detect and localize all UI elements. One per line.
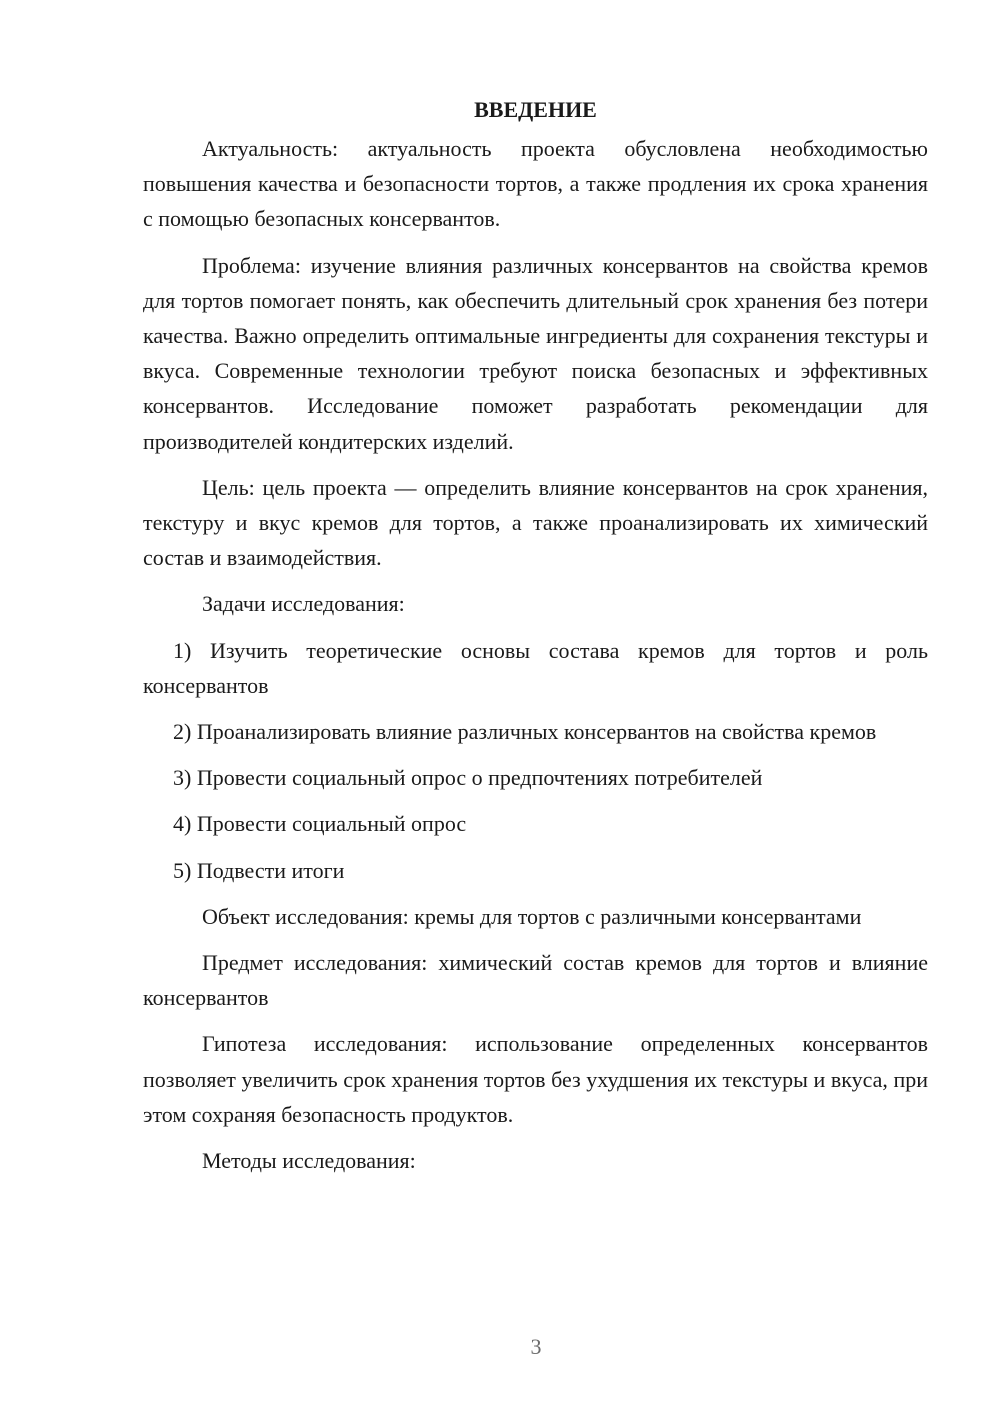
list-item-task-3: 3) Провести социальный опрос о предпочтениях потребителей [173, 765, 763, 791]
list-item-task-4: 4) Провести социальный опрос [173, 811, 467, 837]
list-item-task-5: 5) Подвести итоги [173, 857, 345, 883]
page-number: 3 [530, 1334, 542, 1359]
methods-heading: Методы исследования: [202, 1148, 416, 1174]
paragraph-goal: Цель: цель проекта — определить влияние консервантов на срок хранения, текстуру и вкус кремов для тортов, а также проанализировать их химический состав и взаимодействия. [143, 474, 928, 571]
paragraph-relevance: Актуальность: актуальность проекта обусловлена необходимостью повышения качества и безопасности тортов, а также продления их срока хранения с помощью безопасных консервантов. [143, 136, 928, 232]
paragraph-hypothesis: Гипотеза исследования: использование определенных консервантов позволяет увеличить срок хранения тортов без ухудшения их текстуры и вкуса, при этом сохраняя безопасность продуктов. [143, 1031, 928, 1127]
paragraph-subject: Предмет исследования: химический состав кремов для тортов и влияние консервантов [143, 950, 928, 1011]
page-title: ВВЕДЕНИЕ [474, 97, 597, 122]
paragraph-problem: Проблема: изучение влияния различных консервантов на свойства кремов для тортов помогает понять, как обеспечить длительный срок хранения без потери качества. Важно определить оптимальные ингредиенты для сохранения текстуры и вкуса. Современные технологии требуют поиска безопасных и эффективных консервантов. Исследование поможет разработать рекомендации для производителей кондитерских изделий. [143, 252, 928, 454]
list-item-task-1: 1) Изучить теоретические основы состава кремов для тортов и роль консервантов [143, 637, 928, 698]
page-content [143, 92, 928, 1189]
paragraph-object: Объект исследования: кремы для тортов с различными консервантами [202, 903, 862, 929]
list-item-task-2: 2) Проанализировать влияние различных консервантов на свойства кремов [173, 719, 877, 745]
tasks-heading: Задачи исследования: [202, 591, 405, 617]
